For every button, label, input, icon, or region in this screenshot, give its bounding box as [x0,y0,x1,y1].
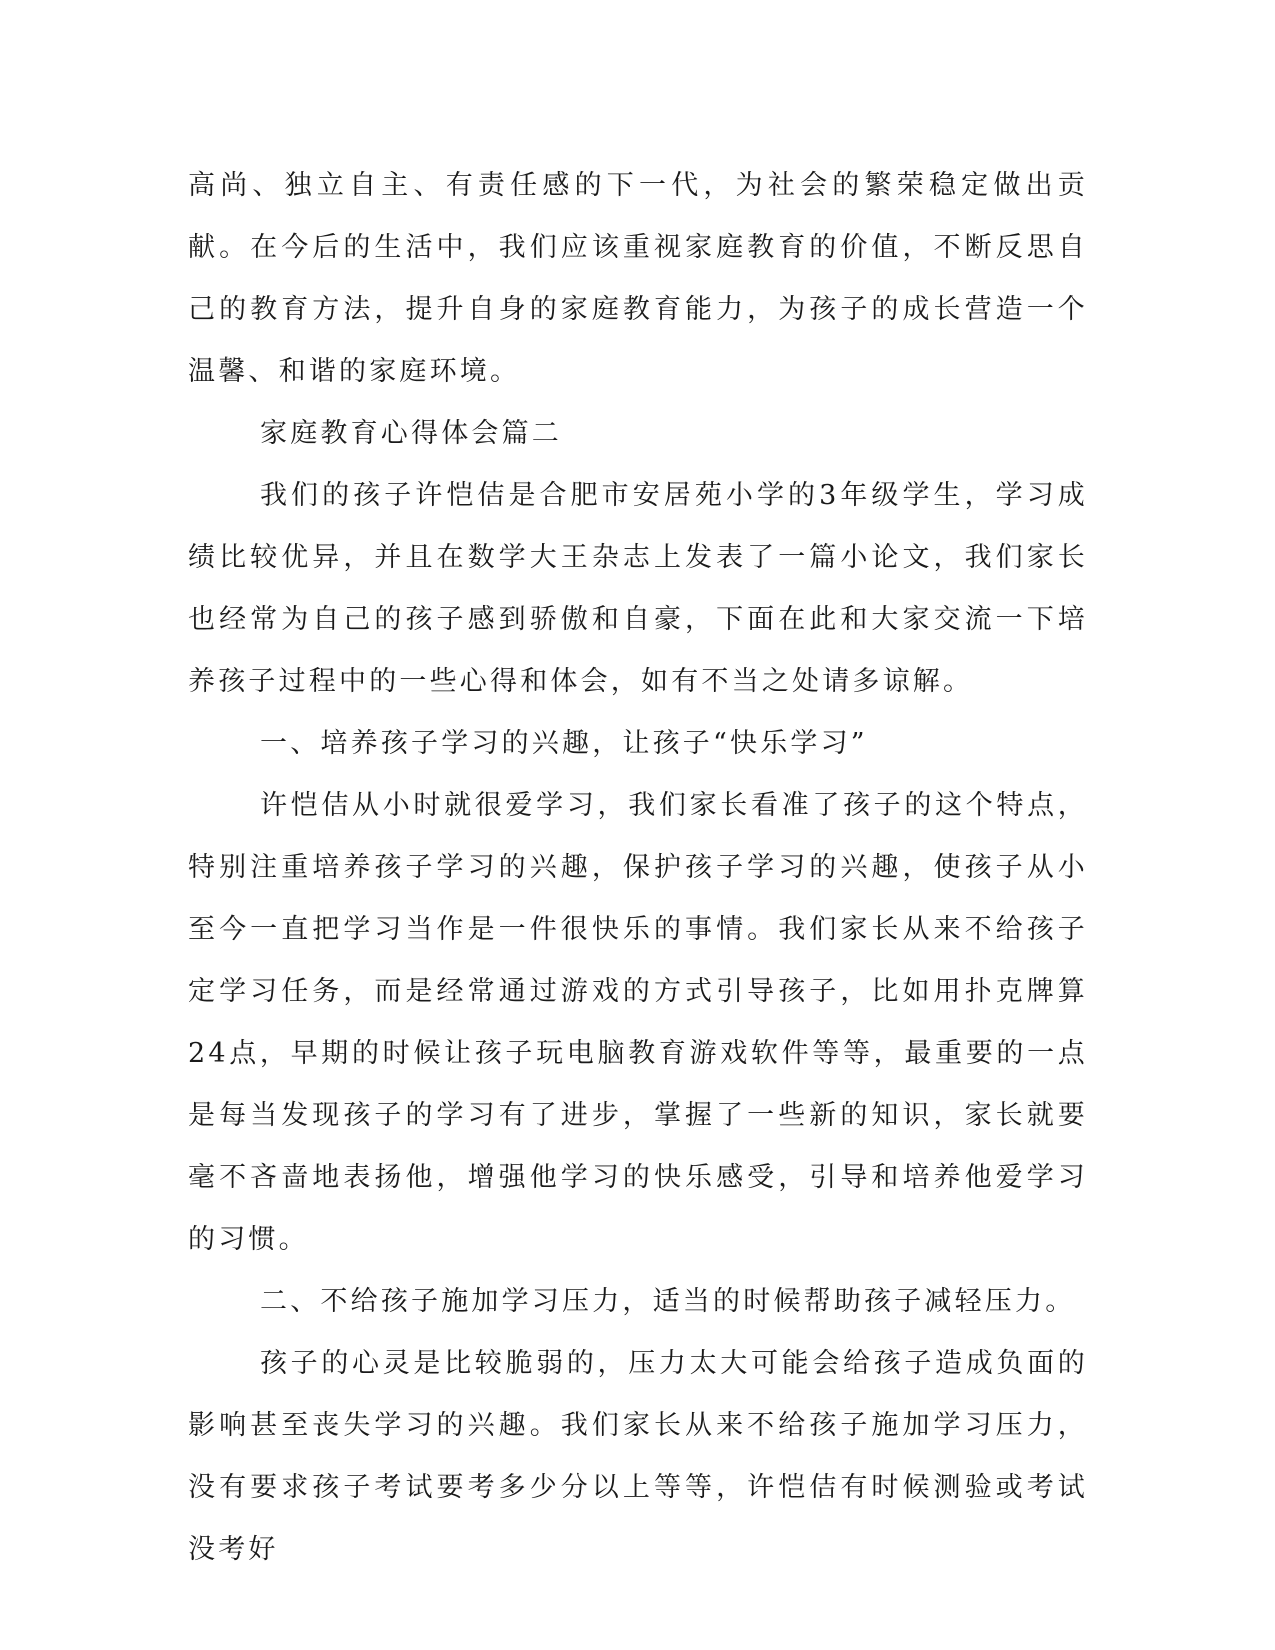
paragraph-point-one: 许恺佶从小时就很爱学习，我们家长看准了孩子的这个特点，特别注重培养孩子学习的兴趣，保护孩子学习的兴趣，使孩子从小至今一直把学习当作是一件很快乐的事情。我们家长从来不给孩子定学习任务，而是经常通过游戏的方式引导孩子，比如用扑克牌算24点，早期的时候让孩子玩电脑教育游戏软件等等，最重要的一点是每当发现孩子的学习有了进步，掌握了一些新的知识，家长就要毫不吝啬地表扬他，增强他学习的快乐感受，引导和培养他爱学习的习惯。 [188,790,1088,1255]
paragraph-continuation: 高尚、独立自主、有责任感的下一代，为社会的繁荣稳定做出贡献。在今后的生活中，我们应该重视家庭教育的价值，不断反思自己的教育方法，提升自身的家庭教育能力，为孩子的成长营造一个温馨、和谐的家庭环境。 [188,170,1088,387]
paragraph-intro: 我们的孩子许恺佶是合肥市安居苑小学的3年级学生，学习成绩比较优异，并且在数学大王杂志上发表了一篇小论文，我们家长也经常为自己的孩子感到骄傲和自豪，下面在此和大家交流一下培养孩子过程中的一些心得和体会，如有不当之处请多谅解。 [188,480,1088,697]
heading-point-one: 一、培养孩子学习的兴趣，让孩子“快乐学习” [260,728,868,759]
heading-point-two: 二、不给孩子施加学习压力，适当的时候帮助孩子减轻压力。 [260,1286,1076,1317]
section-title: 家庭教育心得体会篇二 [260,418,562,449]
paragraph-point-two: 孩子的心灵是比较脆弱的，压力太大可能会给孩子造成负面的影响甚至丧失学习的兴趣。我们家长从来不给孩子施加学习压力，没有要求孩子考试要考多少分以上等等，许恺佶有时候测验或考试没考好 [188,1348,1088,1565]
document-body [188,155,1088,1581]
